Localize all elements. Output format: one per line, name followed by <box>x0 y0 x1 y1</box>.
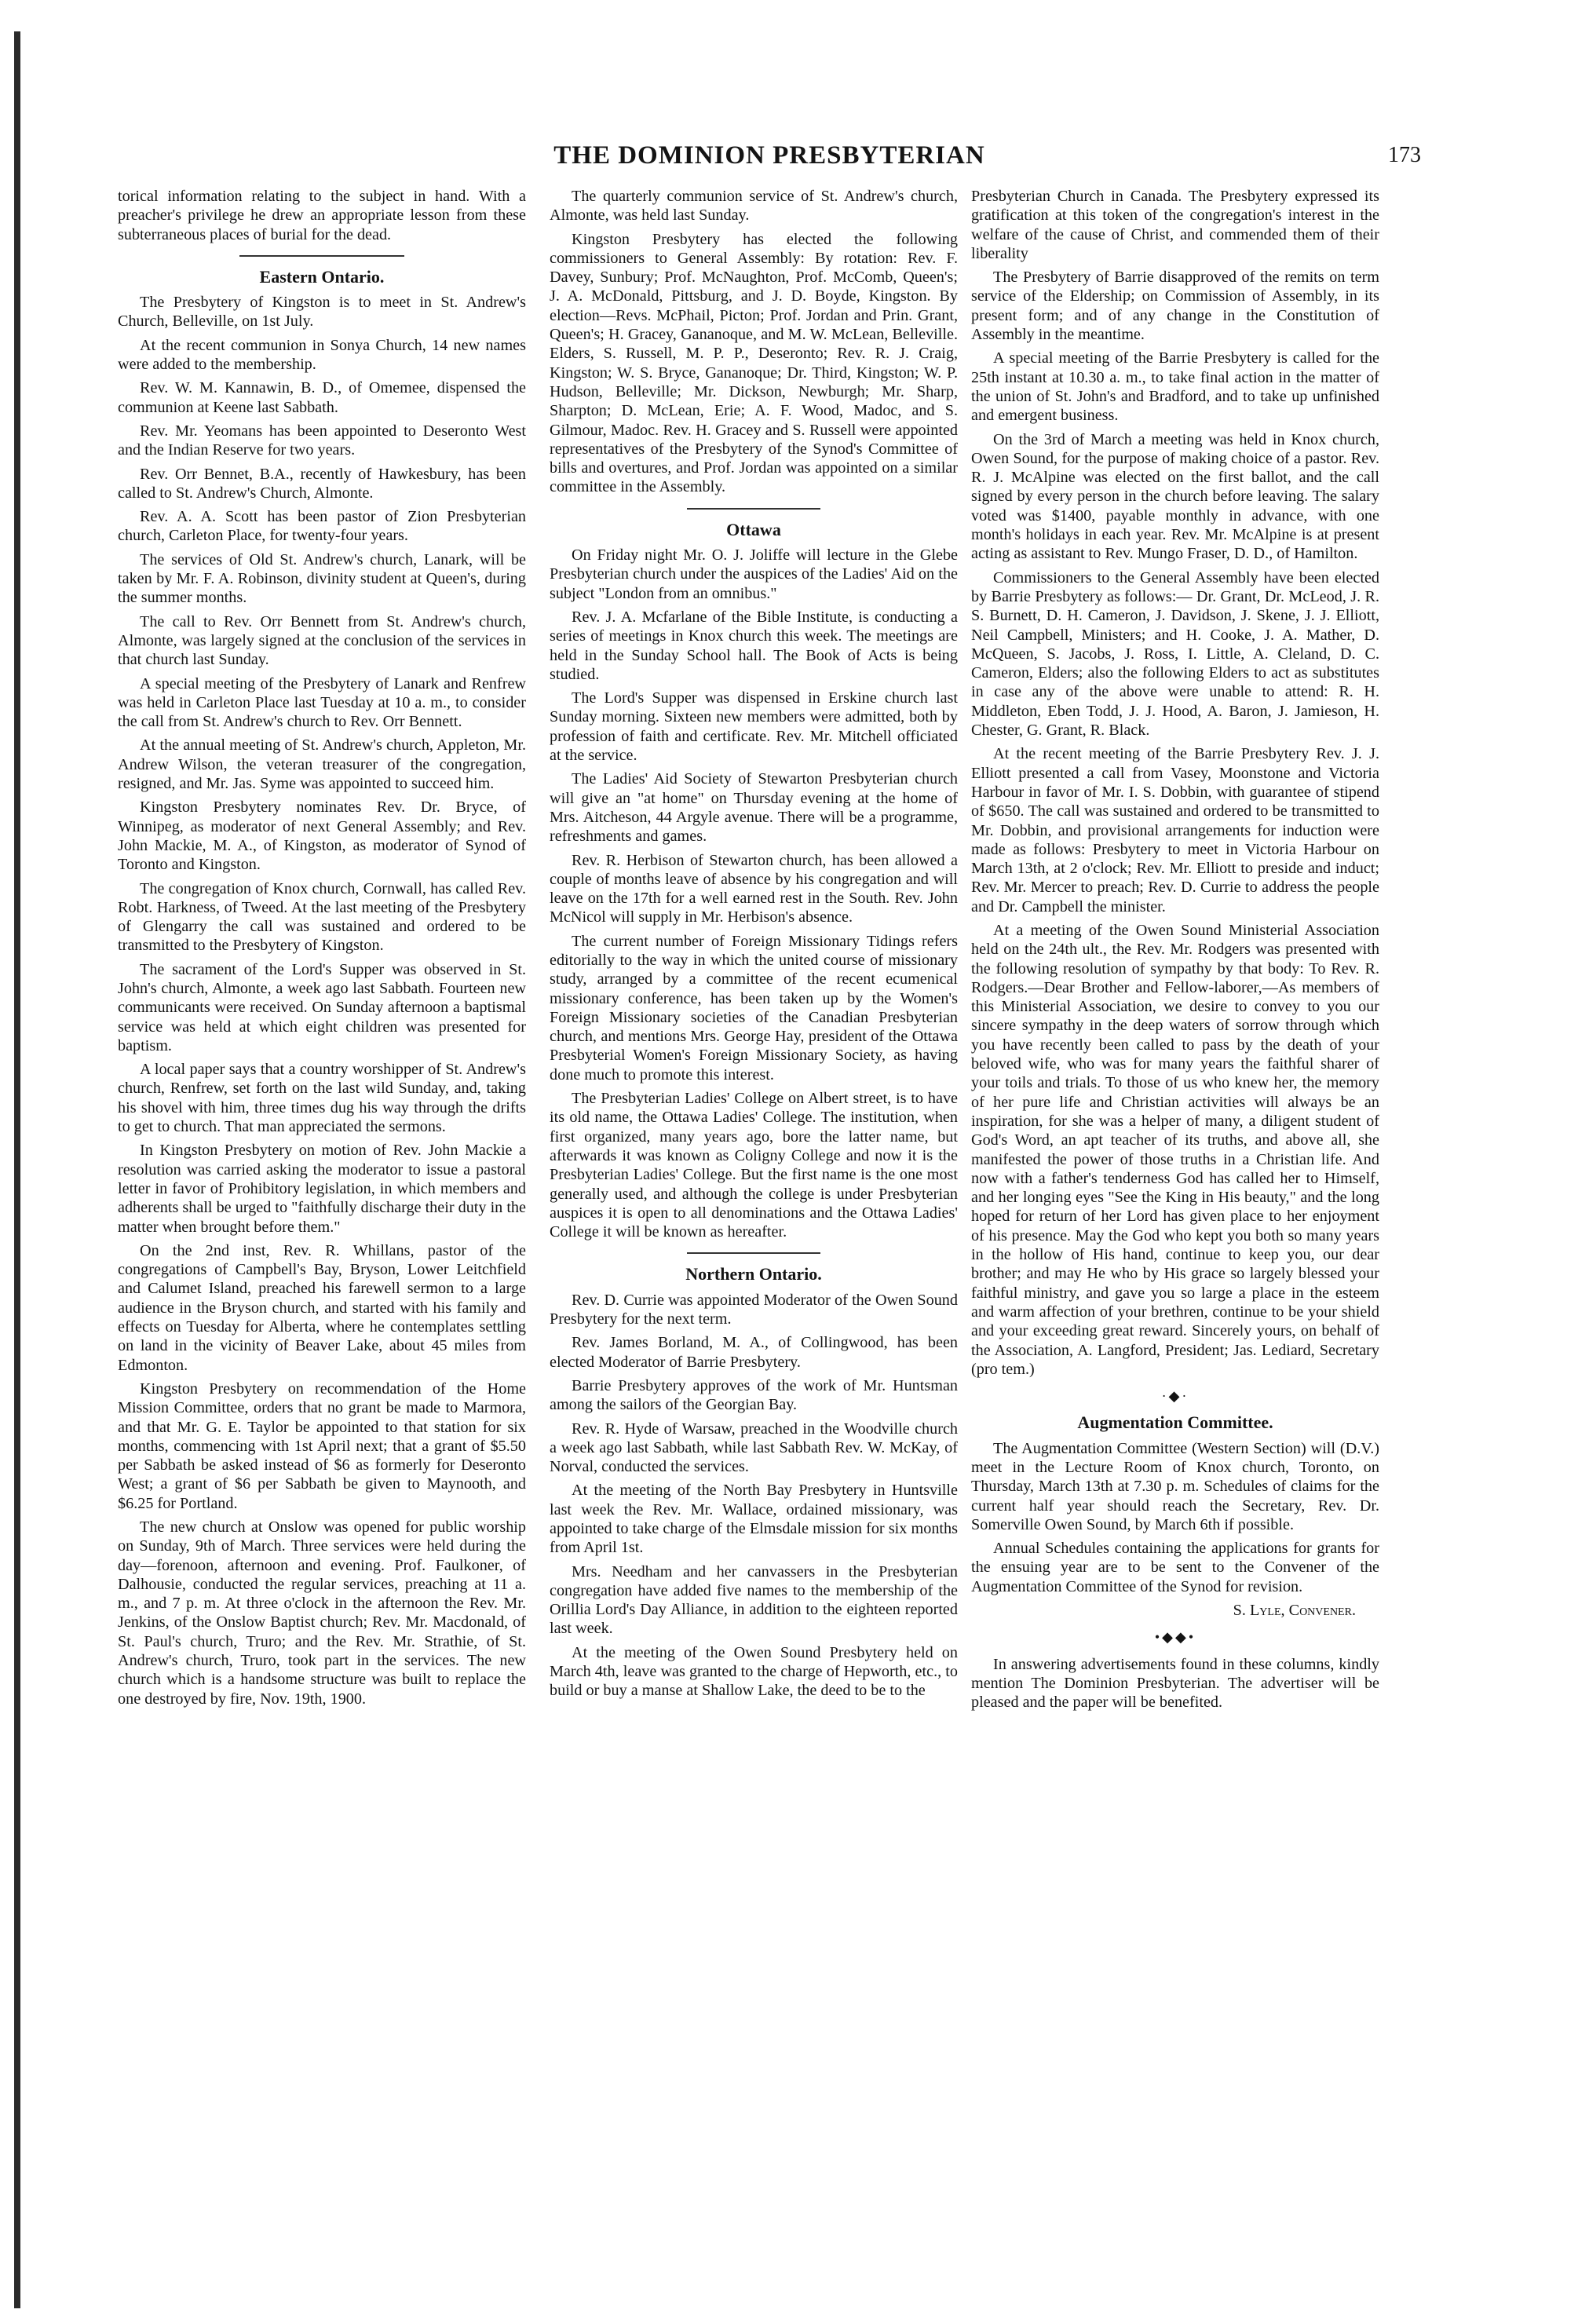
page-edge-border <box>14 31 20 2308</box>
news-paragraph: Rev. R. Hyde of Warsaw, preached in the Woodville church a week ago last Sabbath, while last Sabbath Rev. W. McKay, of Norval, conducted the services. <box>550 1420 958 1476</box>
news-paragraph: On the 2nd inst, Rev. R. Whillans, pastor of the congregations of Campbell's Bay, Bryson, Lower Leitchfield and Calumet Island, preached his farewell sermon to a large audience in the Bryson church, and started with his family and effects on Tuesday for Alberta, where he contemplates settling on land in the vicinity of Beaver Lake, about 45 miles from Edmonton. <box>118 1241 526 1374</box>
page-header <box>118 141 1421 181</box>
news-paragraph: The services of Old St. Andrew's church, Lanark, will be taken by Mr. F. A. Robinson, divinity student at Queen's, during the summer months. <box>118 550 526 607</box>
news-paragraph: At the meeting of the North Bay Presbytery in Huntsville last week the Rev. Mr. Wallace, ordained missionary, was appointed to take charge of the Elmsdale mission for six months from April 1st. <box>550 1482 958 1557</box>
newspaper-title: THE DOMINION PRESBYTERIAN <box>553 141 985 170</box>
convener-signature: S. Lyle, Convener. <box>1233 1602 1356 1620</box>
section-heading-northern-ontario: Northern Ontario. <box>685 1264 822 1284</box>
news-paragraph: The Augmentation Committee (Western Section) will (D.V.) meet in the Lecture Room of Knox church, Toronto, on Thursday, March 13th at 7.30 p. m. Schedules of claims for the current half year should reach the Secretary, Rev. Dr. Somerville Owen Sound, by March 6th if possible. <box>971 1439 1379 1533</box>
news-paragraph: The current number of Foreign Missionary Tidings refers editorially to the way in which the united course of missionary study, arranged by a committee of the recent ecumenical missionary conference, has been taken up by the Women's Foreign Missionary societies of the Canadian Presbyterian church, and mentions Mrs. George Hay, president of the Ottawa Presbyterial Women's Foreign Missionary Society, as having done much to promote this interest. <box>550 932 958 1083</box>
news-paragraph: The congregation of Knox church, Cornwall, has called Rev. Robt. Harkness, of Tweed. At the last meeting of the Presbytery of Glengarry the call was sustained and ordered to be transmitted to the Presbytery of Kingston. <box>118 879 526 955</box>
section-heading-augmentation-committee: Augmentation Committee. <box>1077 1412 1273 1433</box>
news-paragraph: Rev. James Borland, M. A., of Collingwood, has been elected Moderator of Barrie Presbytery. <box>550 1334 958 1371</box>
news-paragraph: In Kingston Presbytery on motion of Rev. John Mackie a resolution was carried asking the moderator to issue a pastoral letter in favor of Prohibitory legislation, in which members and adherents shall be urged to "faithfully discharge their duty in the matter when brought before them." <box>118 1142 526 1236</box>
news-paragraph: Rev. Orr Bennet, B.A., recently of Hawkesbury, has been called to St. Andrew's Church, Almonte. <box>118 465 526 502</box>
news-paragraph: Mrs. Needham and her canvassers in the Presbyterian congregation have added five names to the membership of the Orillia Lord's Day Alliance, in addition to the eighteen reported last week. <box>550 1562 958 1638</box>
news-paragraph: A special meeting of the Barrie Presbytery is called for the 25th instant at 10.30 a. m., to take final action in the matter of the union of St. John's and Bradford, and to take up unfinished and emergent business. <box>971 349 1379 425</box>
news-paragraph: Rev. J. A. Mcfarlane of the Bible Institute, is conducting a series of meetings in Knox church this week. The meetings are held in the Sunday School hall. The Book of Acts is being studied. <box>550 608 958 683</box>
news-paragraph: At the recent communion in Sonya Church, 14 new names were added to the membership. <box>118 336 526 374</box>
ornament-divider: •◆◆• <box>1154 1629 1196 1646</box>
news-paragraph: Rev. A. A. Scott has been pastor of Zion Presbyterian church, Carleton Place, for twenty-four years. <box>118 508 526 545</box>
column-3 <box>971 187 1379 1717</box>
news-paragraph: At a meeting of the Owen Sound Ministerial Association held on the 24th ult., the Rev. Mr. Rodgers was presented with the following resolution of sympathy by that body: To Rev. R. Rodgers.—Dear Brother and Fellow-laborer,—As members of this Ministerial Association, we desire to convey to you our sincere sympathy in the deep waters of sorrow through which you have recently been called to pass by the death of your beloved wife, who was for many years the faithful sharer of your toils and trials. To those of us who knew her, the memory of her pure life and Christian activities will always be an inspiration, for she was a helper of many, a diligent student of God's Word, an apt teacher of its truths, and above all, she manifested the power of those truths in a Christian life. And now with a father's tenderness God has called her to Himself, and her longing eyes "See the King in His beauty," and the long hoped for return of her Lord has given place to her enjoyment of his presence. May the God who kept you both so many years in the hollow of His hand, continue to keep you, our dear brother; and may He who by His grace so largely blessed your faithful ministry, and gave you so large a place in the esteem and warm affection of your brethren, continue to be your shield and your exceeding great reward. Sincerely yours, on behalf of the Association, A. Langford, President; Jas. Lediard, Secretary (pro tem.) <box>971 921 1379 1378</box>
news-paragraph: At the meeting of the Owen Sound Presbytery held on March 4th, leave was granted to the charge of Hepworth, etc., to build or buy a manse at Shallow Lake, the deed to be to the <box>550 1643 958 1700</box>
news-paragraph: On Friday night Mr. O. J. Joliffe will lecture in the Glebe Presbyterian church under the auspices of the Ladies' Aid on the subject "London from an omnibus." <box>550 546 958 602</box>
news-paragraph: Rev. W. M. Kannawin, B. D., of Omemee, dispensed the communion at Keene last Sabbath. <box>118 379 526 416</box>
news-paragraph: Annual Schedules containing the applications for grants for the ensuing year are to be sent to the Convener of the Augmentation Committee of the Synod for revision. <box>971 1540 1379 1595</box>
news-paragraph: Kingston Presbytery has elected the following commissioners to General Assembly: By rotation: Rev. F. Davey, Sunbury; Prof. McNaughton, Prof. McComb, Queen's; J. A. McDonald, Pittsburg, and J. D. Boyde, Kingston. By election—Revs. McPhail, Picton; Prof. Jordan and Prin. Grant, Queen's; H. Gracey, Gananoque, and M. W. McLean, Belleville. Elders, S. Russell, M. P. P., Deseronto; Rev. R. J. Craig, Kingston; W. S. Bryce, Gananoque; Dr. Third, Kingston; W. P. Hudson, Belleville; Mr. Dickson, Newburgh; Mr. Sharp, Sharpton; D. McLean, Erie; A. F. Wood, Madoc, and S. Gilmour, Madoc. Rev. H. Gracey and S. Russell were appointed representatives of the Presbytery of the Synod's Committee of bills and overtures, and Prof. Jordan was appointed on a similar committee in the Assembly. <box>550 230 958 496</box>
news-paragraph: The quarterly communion service of St. Andrew's church, Almonte, was held last Sunday. <box>550 188 958 225</box>
news-paragraph: The call to Rev. Orr Bennett from St. Andrew's church, Almonte, was largely signed at the conclusion of the services in that church last Sunday. <box>118 612 526 669</box>
section-divider <box>687 508 820 510</box>
advertiser-notice: In answering advertisements found in these columns, kindly mention The Dominion Presbyterian. The advertiser will be pleased and the paper will be benefited. <box>971 1655 1379 1712</box>
news-paragraph: Kingston Presbytery on recommendation of the Home Mission Committee, orders that no grant be made to Marmora, and that Mr. G. E. Taylor be appointed to that station for six months, commencing with 1st April next; that a grant of $5.50 per Sabbath be asked instead of $6 as formerly for Deseronto West; a grant of $6 per Sabbath be given to Maynooth, and $6.25 for Portland. <box>118 1379 526 1512</box>
section-divider <box>239 255 404 257</box>
news-paragraph: Barrie Presbytery approves of the work of Mr. Huntsman among the sailors of the Georgian Bay. <box>550 1376 958 1414</box>
section-heading-eastern-ontario: Eastern Ontario. <box>259 266 385 287</box>
section-divider <box>687 1252 820 1254</box>
news-paragraph: The Ladies' Aid Society of Stewarton Presbyterian church will give an "at home" on Thursday evening at the home of Mrs. Aitcheson, 44 Argyle avenue. There will be a programme, refreshments and games. <box>550 770 958 846</box>
news-paragraph: The Presbytery of Kingston is to meet in St. Andrew's Church, Belleville, on 1st July. <box>118 294 526 331</box>
news-paragraph: The Lord's Supper was dispensed in Erskine church last Sunday morning. Sixteen new members were admitted, both by profession of faith and certificate. Rev. Mr. Mitchell officiated at the service. <box>550 689 958 765</box>
news-paragraph: At the recent meeting of the Barrie Presbytery Rev. J. J. Elliott presented a call from Vasey, Moonstone and Victoria Harbour in favor of Mr. I. S. Dobbin, with guarantee of stipend of $650. The call was sustained and ordered to be transmitted to Mr. Dobbin, and provisional arrangements for induction were made as follows: Presbytery to meet in Victoria Harbour on March 13th, at 2 o'clock; Rev. Mr. Elliott to preside and induct; Rev. Mr. Mercer to preach; Rev. D. Currie to address the people and Dr. Campbell the minister. <box>971 745 1379 915</box>
news-paragraph: The Presbytery of Barrie disapproved of the remits on term service of the Eldership; on Commission of Assembly, in its present form; and of any change in the Constitution of Assembly in the meantime. <box>971 269 1379 344</box>
continued-paragraph: torical information relating to the subject in hand. With a preacher's privilege he drew an appropriate lesson from these subterraneous places of burial for the dead. <box>118 188 526 243</box>
page-number: 173 <box>1388 143 1421 167</box>
news-paragraph: Rev. R. Herbison of Stewarton church, has been allowed a couple of months leave of absence by his congregation and will leave on the 17th for a well earned rest in the South. Rev. John McNicol will supply in Mr. Herbison's absence. <box>550 851 958 926</box>
news-paragraph: A special meeting of the Presbytery of Lanark and Renfrew was held in Carleton Place last Tuesday at 10 a. m., to consider the call from St. Andrew's church to Rev. Orr Bennett. <box>118 674 526 731</box>
news-paragraph: The Presbyterian Ladies' College on Albert street, is to have its old name, the Ottawa Ladies' College. The institution, when first organized, many years ago, bore the latter name, but afterwards it was known as Coligny College and now it is the Presbyterian Ladies' College. But the first name is the one most generally used, and although the college is under Presbyterian auspices it is open to all denominations and the Ottawa Ladies' College it will be known as hereafter. <box>550 1090 958 1241</box>
column-1 <box>118 187 526 1713</box>
news-paragraph: The sacrament of the Lord's Supper was observed in St. John's church, Almonte, a week ago last Sabbath. Fourteen new communicants were received. On Sunday afternoon a baptismal service was held at which eight children was presented for baptism. <box>118 960 526 1054</box>
news-paragraph: Kingston Presbytery nominates Rev. Dr. Bryce, of Winnipeg, as moderator of next General Assembly; and Rev. John Mackie, M. A., of Kingston, as moderator of Synod of Toronto and Kingston. <box>118 798 526 874</box>
news-paragraph: A local paper says that a country worshipper of St. Andrew's church, Renfrew, set forth on the last wild Sunday, and, taking his shovel with him, three times dug his way through the drifts to get to church. That man appreciated the sermons. <box>118 1061 526 1136</box>
continued-paragraph: Presbyterian Church in Canada. The Presbytery expressed its gratification at this token of the congregation's interest in the welfare of the cause of Christ, and commended them of their liberality <box>971 188 1379 262</box>
ornament-divider: ·◆· <box>1161 1388 1189 1405</box>
news-paragraph: The new church at Onslow was opened for public worship on Sunday, 9th of March. Three services were held during the day—forenoon, afternoon and evening. Prof. Faulkoner, of Dalhousie, conducted the regular services, preaching at 11 a. m., and 7 p. m. At three o'clock in the afternoon the Rev. Mr. Jenkins, of the Onslow Baptist church; Rev. Mr. Macdonald, of St. Paul's church, Truro; and the Rev. Mr. Strathie, of St. Andrew's church, Truro, took part in the services. The new church which is a handsome structure was built to replace the one destroyed by fire, Nov. 19th, 1900. <box>118 1518 526 1708</box>
news-paragraph: Rev. D. Currie was appointed Moderator of the Owen Sound Presbytery for the next term. <box>550 1291 958 1328</box>
column-2 <box>550 187 958 1705</box>
news-paragraph: On the 3rd of March a meeting was held in Knox church, Owen Sound, for the purpose of making choice of a pastor. Rev. R. J. McAlpine was elected on the first ballot, and the call signed by every person in the church before leaving. The salary voted was $1400, payable monthly in advance, with one month's holidays in each year. Rev. Mr. McAlpine is at present acting as assistant to Rev. Mungo Fraser, D. D., of Hamilton. <box>971 430 1379 563</box>
section-heading-ottawa: Ottawa <box>726 519 781 539</box>
news-paragraph: Rev. Mr. Yeomans has been appointed to Deseronto West and the Indian Reserve for two years. <box>118 422 526 459</box>
news-paragraph: Commissioners to the General Assembly have been elected by Barrie Presbytery as follows:— Dr. Grant, Dr. McLeod, J. R. S. Burnett, D. H. Cameron, J. Davidson, J. Skene, J. J. Elliott, Neil Campbell, Ministers; and H. Cooke, J. A. Mather, D. McQueen, S. Jacobs, J. Ross, I. Little, A. Cleland, D. C. Cameron, Elders; also the following Elders to act as substitutes in case any of the above were unable to attend: R. H. Middleton, Eben Todd, J. J. Hood, A. Baron, J. Jamieson, H. Chester, G. Grant, R. Black. <box>971 568 1379 740</box>
news-paragraph: At the annual meeting of St. Andrew's church, Appleton, Mr. Andrew Wilson, the veteran treasurer of the congregation, resigned, and Mr. Jas. Syme was appointed to succeed him. <box>118 736 526 793</box>
